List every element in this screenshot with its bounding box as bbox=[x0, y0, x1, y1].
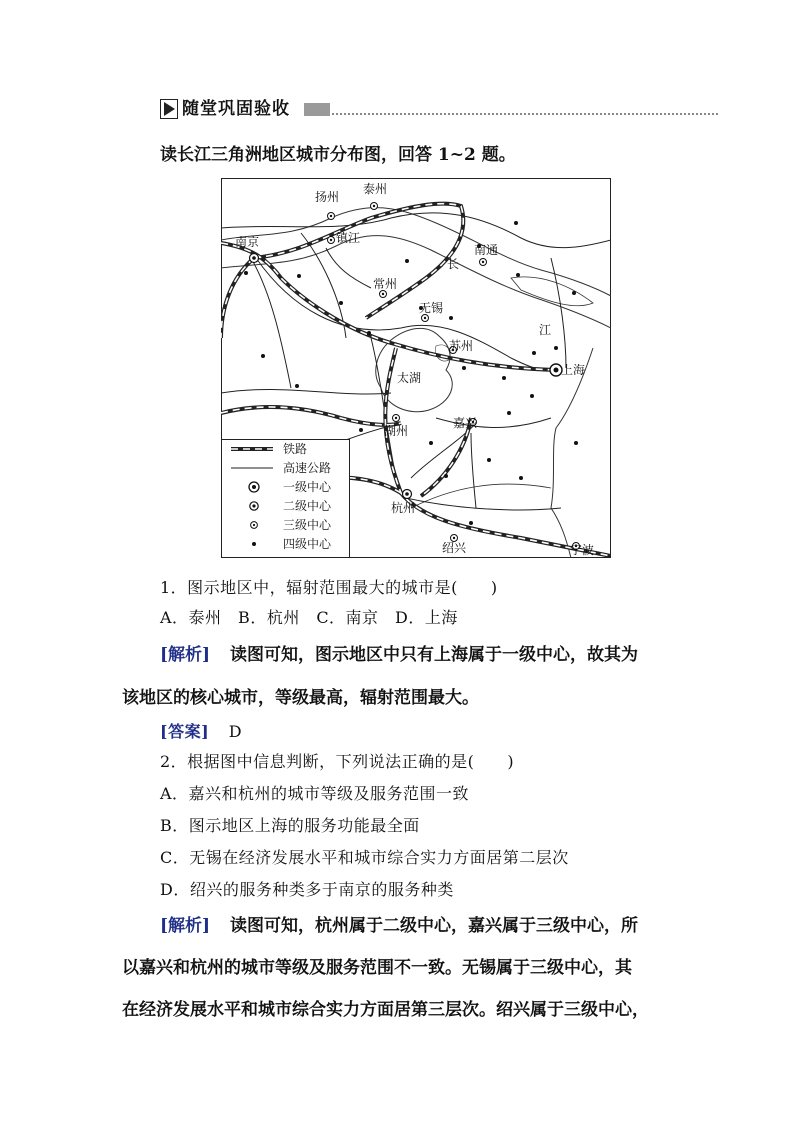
legend-level3: 三级中心 bbox=[283, 518, 332, 532]
label-jiang: 江 bbox=[539, 323, 552, 337]
legend-level4: 四级中心 bbox=[283, 537, 332, 551]
q2-analysis-line3: 在经济发展水平和城市综合实力方面居第三层次。绍兴属于三级中心， bbox=[122, 1000, 649, 1020]
q1-analysis-line1: 读图可知，图示地区中只有上海属于一级中心，故其为 bbox=[230, 645, 639, 665]
label-suzhou: 苏州 bbox=[449, 339, 474, 353]
q1-options: A．泰州 B．杭州 C．南京 D．上海 bbox=[160, 608, 458, 627]
label-ningbo: 宁波 bbox=[570, 543, 595, 557]
city-nanjing-marker bbox=[250, 254, 259, 263]
q2-option-d: D．绍兴的服务种类多于南京的服务种类 bbox=[160, 880, 454, 899]
label-wuxi: 无锡 bbox=[419, 301, 444, 315]
legend-level2: 二级中心 bbox=[283, 499, 332, 513]
q1-analysis-line2: 该地区的核心城市，等级最高，辐射范围最大。 bbox=[122, 688, 479, 708]
q1-analysis-first-line bbox=[160, 640, 638, 665]
label-taizhou: 泰州 bbox=[363, 182, 388, 196]
section-title: 随堂巩固验收 bbox=[182, 99, 290, 119]
legend-highway: 高速公路 bbox=[283, 461, 332, 475]
play-arrow-icon bbox=[160, 99, 178, 119]
q2-stem: 2．根据图中信息判断，下列说法正确的是( ) bbox=[160, 752, 515, 771]
label-jiaxing: 嘉兴 bbox=[453, 416, 478, 430]
label-nanjing: 南京 bbox=[235, 235, 260, 249]
q2-option-b: B．图示地区上海的服务功能最全面 bbox=[160, 816, 420, 835]
label-chang: 长 bbox=[447, 257, 460, 271]
label-zhenjiang: 镇江 bbox=[336, 231, 361, 245]
q1-answer-line bbox=[160, 719, 242, 742]
q2-analysis-first-line bbox=[160, 911, 638, 936]
label-huzhou: 湖州 bbox=[384, 424, 409, 438]
q1-analysis-tag: [解析] bbox=[160, 645, 211, 665]
label-shaoxing: 绍兴 bbox=[442, 541, 467, 555]
header-dotted-rule bbox=[332, 113, 718, 115]
q2-analysis-line2: 以嘉兴和杭州的城市等级及服务范围不一致。无锡属于三级中心，其 bbox=[122, 958, 632, 978]
label-hangzhou: 杭州 bbox=[391, 501, 416, 515]
label-changzhou: 常州 bbox=[373, 277, 398, 291]
q1-stem: 1．图示地区中，辐射范围最大的城市是( ) bbox=[160, 578, 498, 597]
intro-text: 读长江三角洲地区城市分布图，回答 1~2 题。 bbox=[160, 145, 516, 165]
map-legend bbox=[222, 440, 350, 558]
city-hangzhou-marker bbox=[403, 490, 412, 499]
q2-option-c: C．无锡在经济发展水平和城市综合实力方面居第二层次 bbox=[160, 848, 569, 867]
label-nantong: 南通 bbox=[474, 243, 499, 257]
q1-answer: D bbox=[228, 722, 243, 741]
q2-analysis-line1: 读图可知，杭州属于二级中心，嘉兴属于三级中心，所 bbox=[230, 916, 639, 936]
q1-answer-tag: [答案] bbox=[160, 722, 210, 741]
q2-analysis-tag: [解析] bbox=[160, 916, 211, 936]
label-shanghai: 上海 bbox=[561, 363, 586, 377]
legend-railway: 铁路 bbox=[283, 442, 308, 456]
legend-level1: 一级中心 bbox=[283, 480, 332, 494]
label-taihu: 太湖 bbox=[397, 371, 422, 385]
section-header bbox=[160, 99, 718, 121]
label-yangzhou: 扬州 bbox=[315, 190, 340, 204]
q2-option-a: A．嘉兴和杭州的城市等级及服务范围一致 bbox=[160, 784, 470, 803]
header-grey-block bbox=[304, 103, 330, 116]
yangtze-delta-map bbox=[221, 178, 611, 558]
